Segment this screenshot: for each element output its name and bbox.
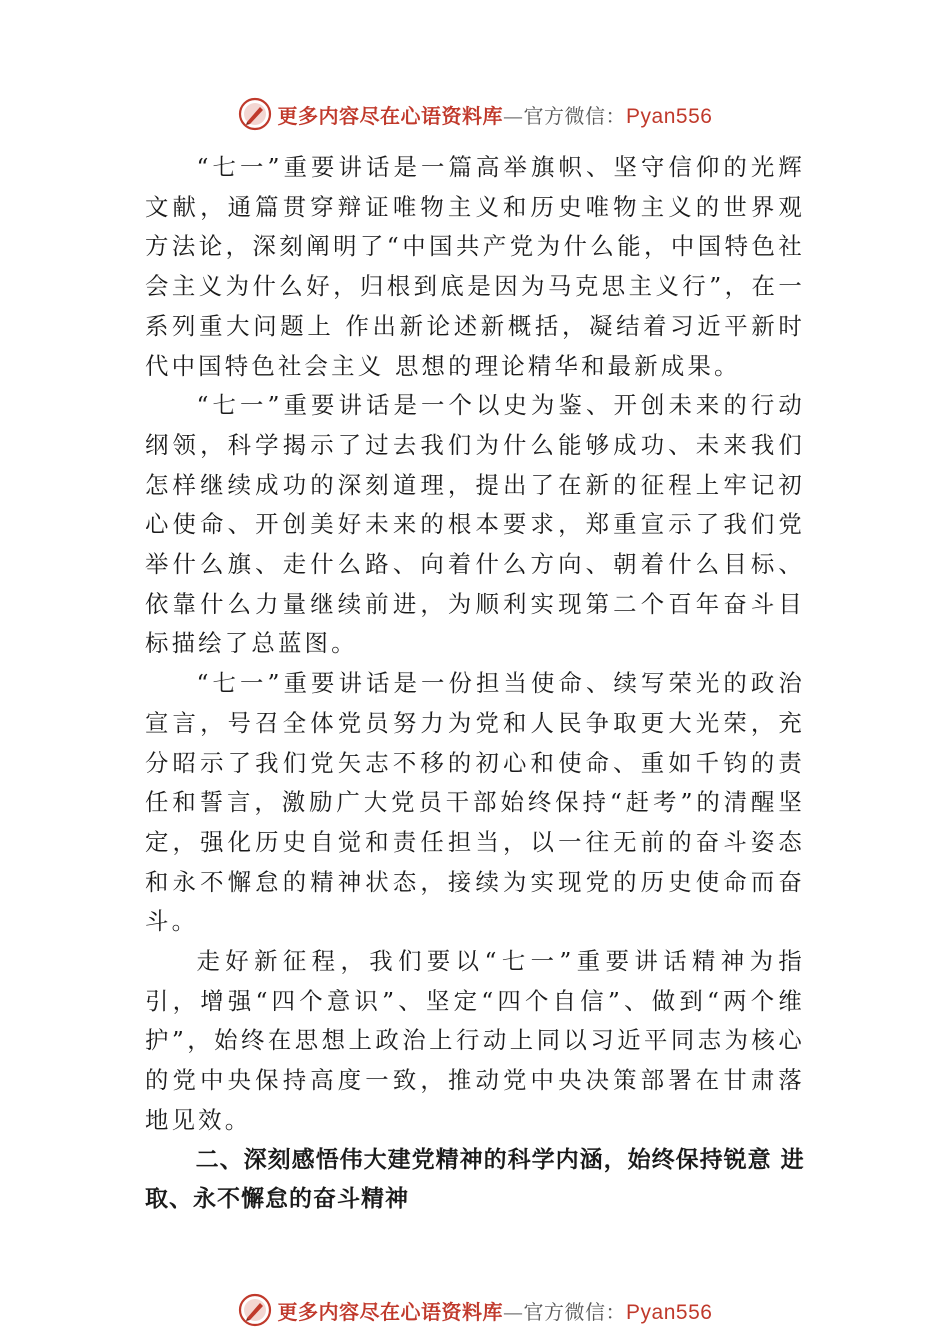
pen-circle-logo-icon <box>238 97 272 131</box>
paragraph-3: “七一”重要讲话是一份担当使命、续写荣光的政治宣言，号召全体党员努力为党和人民争取更大光荣，充分昭示了我们党矢志不移的初心和使命、重如千钧的责任和誓言，激励广大党员干部始终保持“赶考”的清醒坚定，强化历史自觉和责任担当，以一往无前的奋斗姿态和永不懈怠的精神状态，接续为实现党的历史使命而奋斗。 <box>145 669 805 936</box>
paragraph-2: “七一”重要讲话是一个以史为鉴、开创未来的行动纲领，科学揭示了过去我们为什么能够成功、未来我们怎样继续成功的深刻道理，提出了在新的征程上牢记初心使命、开创美好未来的根本要求，郑重宣示了我们党举什么旗、走什么路、向着什么方向、朝着什么目标、依靠什么力量继续前进，为顺利实现第二个百年奋斗目标描绘了总蓝图。 <box>145 391 805 658</box>
document-body <box>145 148 805 1220</box>
footer-banner <box>0 1290 950 1330</box>
paragraph-4: 走好新征程，我们要以“七一”重要讲话精神为指引，增强“四个意识”、坚定“四个自信”、做到“两个维护”，始终在思想上政治上行动上同以习近平同志为核心的党中央保持高度一致，推动党中央决策部署在甘肃落地见效。 <box>145 947 805 1134</box>
header-banner <box>0 94 950 134</box>
banner-wechat-id: Pyan556 <box>626 1300 713 1324</box>
banner-separator: — <box>503 1299 524 1324</box>
banner-wechat-label: 官方微信： <box>523 103 627 128</box>
banner-wechat-id: Pyan556 <box>626 104 713 128</box>
banner-wechat-label: 官方微信： <box>523 1299 627 1324</box>
paragraph-1: “七一”重要讲话是一篇高举旗帜、坚守信仰的光辉文献，通篇贯穿辩证唯物主义和历史唯物主义的世界观方法论，深刻阐明了“中国共产党为什么能，中国特色社会主义为什么好，归根到底是因为马克思主义行”，在一系列重大问题上 作出新论述新概括，凝结着习近平新时代中国特色社会主义 思想的理论精华和最新成果。 <box>145 153 805 380</box>
banner-separator: — <box>503 103 524 128</box>
section-heading: 二、深刻感悟伟大建党精神的科学内涵，始终保持锐意 进取、永不懈怠的奋斗精神 <box>145 1146 805 1213</box>
banner-lead-text: 更多内容尽在心语资料库 <box>277 1299 504 1324</box>
banner-lead-text: 更多内容尽在心语资料库 <box>277 103 504 128</box>
pen-circle-logo-icon <box>238 1293 272 1327</box>
